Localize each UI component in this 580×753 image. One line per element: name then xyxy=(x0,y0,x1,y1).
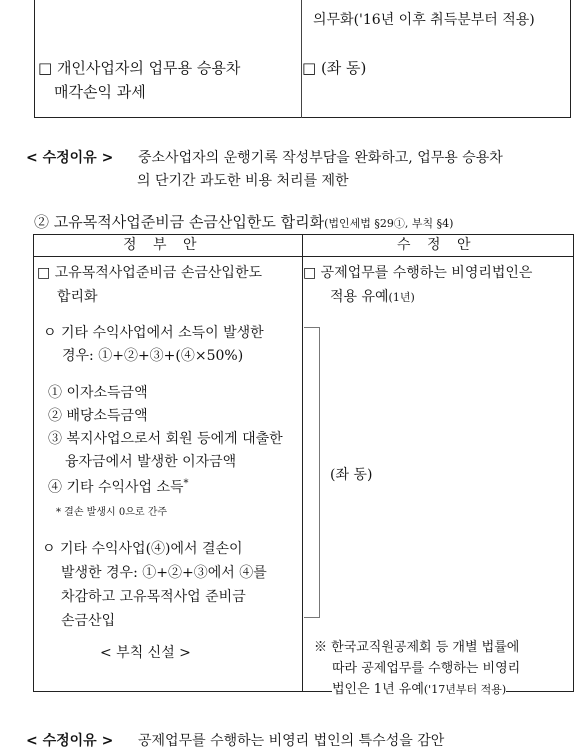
right-note-line3-text: 법인은 1년 유예 xyxy=(332,682,424,697)
left-n1: ① 이자소득금액 xyxy=(48,385,148,401)
right-note-line3-suffix: ('17년부터 적용) xyxy=(423,683,507,696)
left-new-clause: < 부칙 신설 > xyxy=(100,645,191,661)
reason1-prefix: < 수정이유 > xyxy=(26,150,114,166)
left-item-line1: □ 고유목적사업준비금 손금산입한도 xyxy=(37,265,262,281)
reason1-line2: 의 단기간 과도한 비용 처리를 제한 xyxy=(137,173,349,189)
right-item-line2-suffix: (1년) xyxy=(388,291,415,304)
right-note-line1: ※ 한국교직원공제회 등 개별 법률에 xyxy=(314,640,520,655)
right-item-line2-text: 적용 유예 xyxy=(330,289,389,305)
left-bullet2-line3: 차감하고 고유목적사업 준비금 xyxy=(61,589,246,605)
left-n3-line2: 융자금에서 발생한 이자금액 xyxy=(65,454,237,470)
right-item-line1: □ 공제업무를 수행하는 비영리법인은 xyxy=(303,265,533,281)
right-same: (좌 동) xyxy=(330,467,373,483)
left-bullet2-line2: 발생한 경우: ①+②+③에서 ④를 xyxy=(61,565,267,581)
left-n4 xyxy=(48,478,189,496)
left-n3-line1: ③ 복지사업으로서 회원 등에게 대출한 xyxy=(48,431,283,447)
table-divider xyxy=(302,234,303,692)
right-note-line2: 따라 공제업무를 수행하는 비영리 xyxy=(332,661,521,676)
left-bullet1-line1: ㅇ 기타 수익사업에서 소득이 발생한 xyxy=(43,325,264,341)
left-item-line2: 합리화 xyxy=(57,289,98,305)
bracket-side xyxy=(319,327,320,617)
reason2-line1: 공제업무를 수행하는 비영리 법인의 특수성을 감안 xyxy=(138,733,445,749)
left-bullet2-line1: ㅇ 기타 수익사업(④)에서 결손이 xyxy=(42,541,243,557)
right-item-line2 xyxy=(330,289,415,305)
top-table-right-cell-line: 의무화('16년 이후 취득분부터 적용) xyxy=(313,12,535,28)
top-table-left-item-line2: 매각손익 과세 xyxy=(54,83,146,101)
header-right: 수 정 안 xyxy=(397,237,477,253)
section2-title xyxy=(34,214,453,231)
left-bullet2-line4: 손금산입 xyxy=(61,613,116,629)
left-footnote: * 결손 발생시 0으로 간주 xyxy=(56,507,168,518)
top-table-right-item: □ (좌 동) xyxy=(302,59,367,77)
left-n2: ② 배당소득금액 xyxy=(48,408,148,424)
left-bullet1-line2: 경우: ①+②+③+(④×50%) xyxy=(62,348,244,364)
header-left: 정 부 안 xyxy=(123,237,203,253)
right-note-line3 xyxy=(332,683,506,698)
reason1-line1: 중소사업자의 운행기록 작성부담을 완화하고, 업무용 승용차 xyxy=(138,150,503,166)
bracket-top xyxy=(304,327,320,328)
section2-title-ref: (법인세법 §29①, 부칙 §4) xyxy=(324,217,454,230)
section2-title-main: ② 고유목적사업준비금 손금산입한도 합리화 xyxy=(34,213,325,231)
left-n4-mark: * xyxy=(183,478,189,489)
table-header-rule xyxy=(33,256,574,257)
bracket-bottom xyxy=(304,617,320,618)
left-n4-text: ④ 기타 수익사업 소득 xyxy=(48,479,184,496)
top-table-left-item-line1: □ 개인사업자의 업무용 승용차 xyxy=(38,59,241,77)
reason2-prefix: < 수정이유 > xyxy=(26,733,114,749)
